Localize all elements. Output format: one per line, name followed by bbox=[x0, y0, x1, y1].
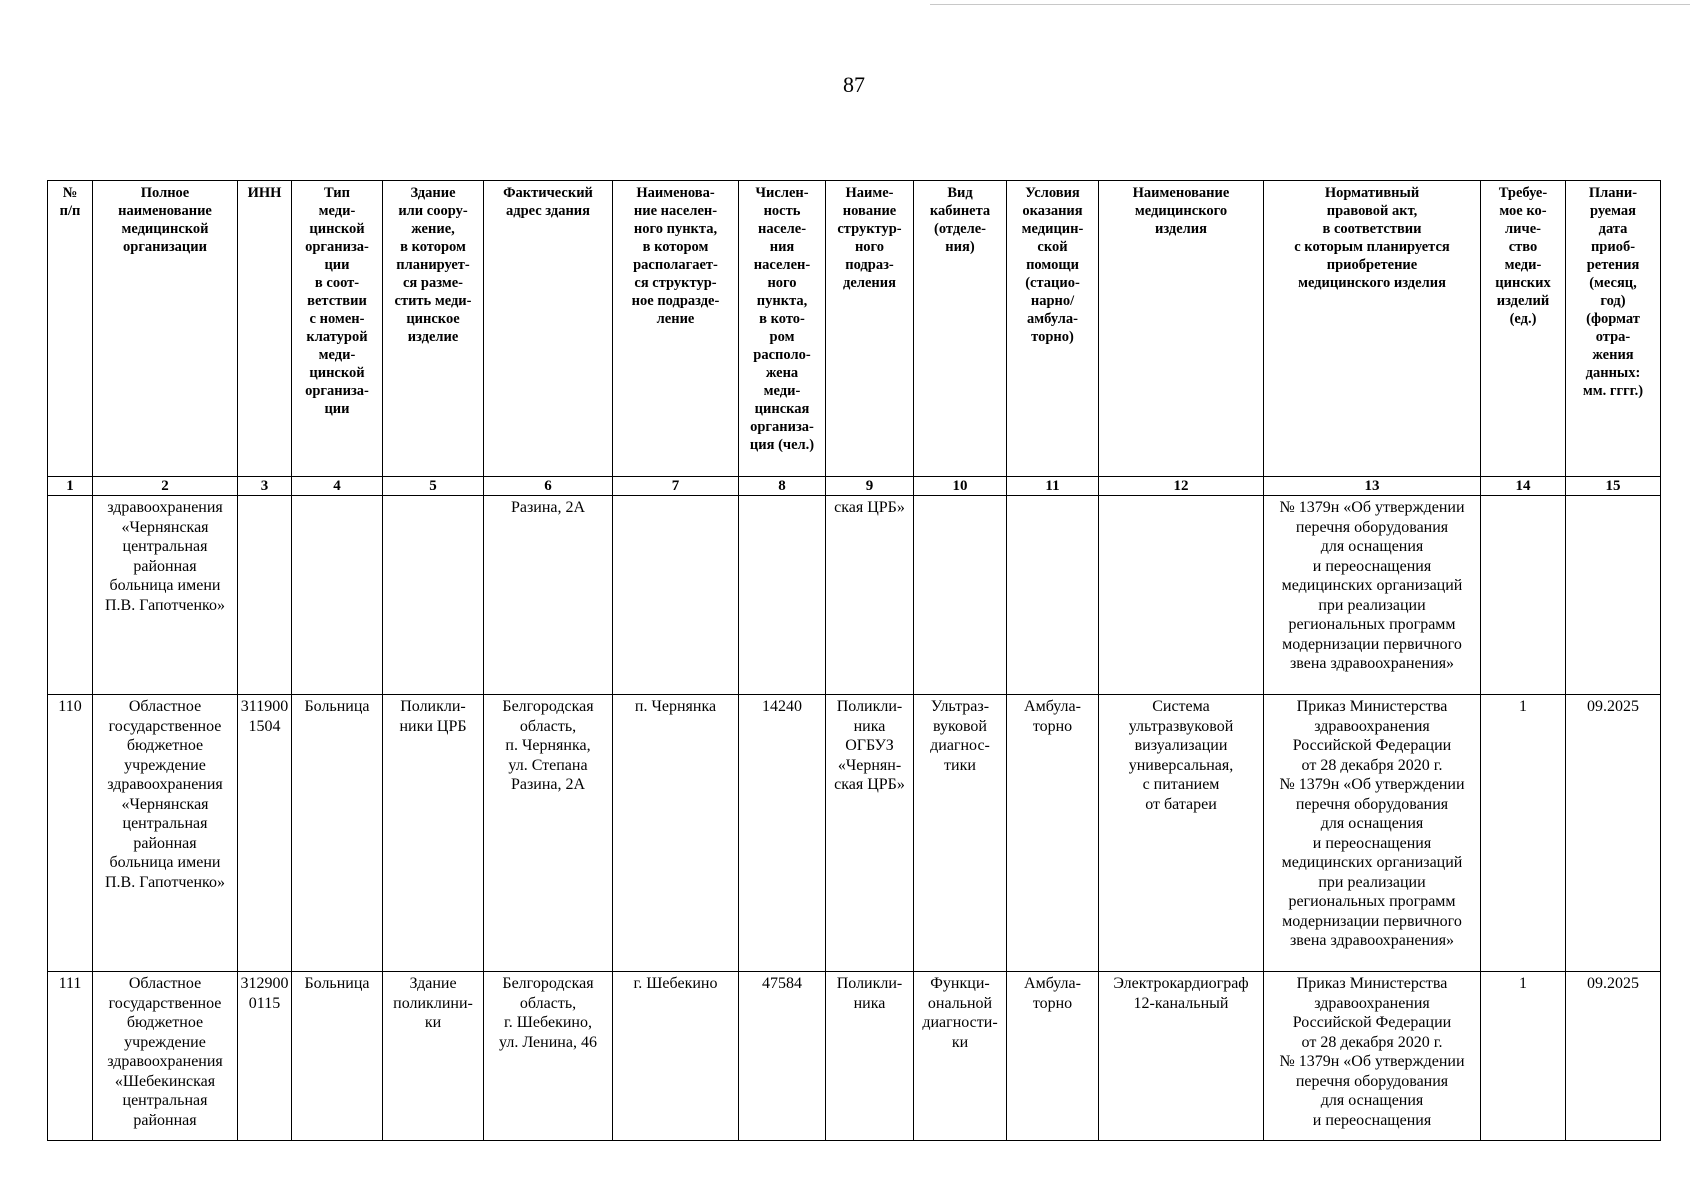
care-conditions: Амбула- торно bbox=[1007, 695, 1099, 972]
header-cell: Числен- ность населе- ния населен- ного пункта, в кото- ром располо- жена меди- цинская организа- ция (чел.) bbox=[739, 181, 826, 477]
planned-date: 09.2025 bbox=[1566, 972, 1661, 1141]
table-row-continuation bbox=[48, 496, 1661, 695]
column-number: 13 bbox=[1264, 477, 1481, 496]
header-cell: Фактический адрес здания bbox=[484, 181, 613, 477]
legal-act: № 1379н «Об утверждении перечня оборудования для оснащения и переоснащения медицинских организаций при реализации региональных программ модернизации первичного звена здравоохранения» bbox=[1264, 496, 1481, 695]
care-conditions: Амбула- торно bbox=[1007, 972, 1099, 1141]
population bbox=[739, 496, 826, 695]
row-number: 111 bbox=[48, 972, 93, 1141]
organization-type: Больница bbox=[292, 695, 383, 972]
structural-unit: Поликли- ника ОГБУЗ «Чернян- ская ЦРБ» bbox=[826, 695, 914, 972]
equipment-table bbox=[47, 180, 1661, 1141]
column-number: 14 bbox=[1481, 477, 1566, 496]
table-row-110 bbox=[48, 695, 1661, 972]
building: Здание поликлини- ки bbox=[383, 972, 484, 1141]
header-cell: Полное наименование медицинской организации bbox=[93, 181, 238, 477]
device-name: Электрокардиограф 12-канальный bbox=[1099, 972, 1264, 1141]
legal-act: Приказ Министерства здравоохранения Российской Федерации от 28 декабря 2020 г. № 1379н «Об утверждении перечня оборудования для оснащения и переоснащения bbox=[1264, 972, 1481, 1141]
population: 14240 bbox=[739, 695, 826, 972]
header-cell: Плани- руемая дата приоб- ретения (месяц, год) (формат отра- жения данных: мм. гггг.) bbox=[1566, 181, 1661, 477]
settlement: п. Чернянка bbox=[613, 695, 739, 972]
column-number: 4 bbox=[292, 477, 383, 496]
header-cell: Здание или соору- жение, в котором планирует- ся разме- стить меди- цинское изделие bbox=[383, 181, 484, 477]
column-number: 7 bbox=[613, 477, 739, 496]
column-number: 5 bbox=[383, 477, 484, 496]
population: 47584 bbox=[739, 972, 826, 1141]
quantity: 1 bbox=[1481, 695, 1566, 972]
address: Белгородская область, г. Шебекино, ул. Ленина, 46 bbox=[484, 972, 613, 1141]
column-number: 2 bbox=[93, 477, 238, 496]
header-cell: Требуе- мое ко- личе- ство меди- цинских изделий (ед.) bbox=[1481, 181, 1566, 477]
address: Разина, 2А bbox=[484, 496, 613, 695]
header-cell: № п/п bbox=[48, 181, 93, 477]
header-cell: ИНН bbox=[238, 181, 292, 477]
column-number: 1 bbox=[48, 477, 93, 496]
settlement: г. Шебекино bbox=[613, 972, 739, 1141]
page-number: 87 bbox=[843, 72, 865, 97]
inn: 311900 1504 bbox=[238, 695, 292, 972]
column-number: 12 bbox=[1099, 477, 1264, 496]
header-cell: Наименование медицинского изделия bbox=[1099, 181, 1264, 477]
organization-name: здравоохранения «Чернянская центральная районная больница имени П.В. Гапотченко» bbox=[93, 496, 238, 695]
column-number: 6 bbox=[484, 477, 613, 496]
organization-name: Областное государственное бюджетное учреждение здравоохранения «Шебекинская центральная районная bbox=[93, 972, 238, 1141]
planned-date bbox=[1566, 496, 1661, 695]
planned-date: 09.2025 bbox=[1566, 695, 1661, 972]
organization-name: Областное государственное бюджетное учреждение здравоохранения «Чернянская центральная районная больница имени П.В. Гапотченко» bbox=[93, 695, 238, 972]
device-name: Система ультразвуковой визуализации универсальная, с питанием от батареи bbox=[1099, 695, 1264, 972]
row-number: 110 bbox=[48, 695, 93, 972]
row-number bbox=[48, 496, 93, 695]
structural-unit: Поликли- ника bbox=[826, 972, 914, 1141]
header-row bbox=[48, 181, 1661, 477]
header-cell: Условия оказания медицин- ской помощи (стацио- нарно/ амбула- торно) bbox=[1007, 181, 1099, 477]
table-row-111 bbox=[48, 972, 1661, 1141]
header-cell: Наиме- нование структур- ного подраз- деления bbox=[826, 181, 914, 477]
structural-unit: ская ЦРБ» bbox=[826, 496, 914, 695]
column-number: 8 bbox=[739, 477, 826, 496]
care-conditions bbox=[1007, 496, 1099, 695]
room-type: Функци- ональной диагности- ки bbox=[914, 972, 1007, 1141]
scan-top-line bbox=[930, 4, 1690, 5]
organization-type bbox=[292, 496, 383, 695]
building bbox=[383, 496, 484, 695]
header-cell: Нормативный правовой акт, в соответствии с которым планируется приобретение медицинского изделия bbox=[1264, 181, 1481, 477]
quantity bbox=[1481, 496, 1566, 695]
header-cell: Тип меди- цинской организа- ции в соот- ветствии с номен- клатурой меди- цинской организа- ции bbox=[292, 181, 383, 477]
column-number: 11 bbox=[1007, 477, 1099, 496]
inn: 312900 0115 bbox=[238, 972, 292, 1141]
column-number-row bbox=[48, 477, 1661, 496]
column-number: 9 bbox=[826, 477, 914, 496]
legal-act: Приказ Министерства здравоохранения Российской Федерации от 28 декабря 2020 г. № 1379н «Об утверждении перечня оборудования для оснащения и переоснащения медицинских организаций при реализации региональных программ модернизации первичного звена здравоохранения» bbox=[1264, 695, 1481, 972]
room-type: Ультраз- вуковой диагнос- тики bbox=[914, 695, 1007, 972]
column-number: 15 bbox=[1566, 477, 1661, 496]
organization-type: Больница bbox=[292, 972, 383, 1141]
header-cell: Наименова- ние населен- ного пункта, в котором располагает- ся структур- ное подразде- ление bbox=[613, 181, 739, 477]
quantity: 1 bbox=[1481, 972, 1566, 1141]
column-number: 3 bbox=[238, 477, 292, 496]
device-name bbox=[1099, 496, 1264, 695]
settlement bbox=[613, 496, 739, 695]
inn bbox=[238, 496, 292, 695]
address: Белгородская область, п. Чернянка, ул. Степана Разина, 2А bbox=[484, 695, 613, 972]
header-cell: Вид кабинета (отделе- ния) bbox=[914, 181, 1007, 477]
building: Поликли- ники ЦРБ bbox=[383, 695, 484, 972]
column-number: 10 bbox=[914, 477, 1007, 496]
room-type bbox=[914, 496, 1007, 695]
